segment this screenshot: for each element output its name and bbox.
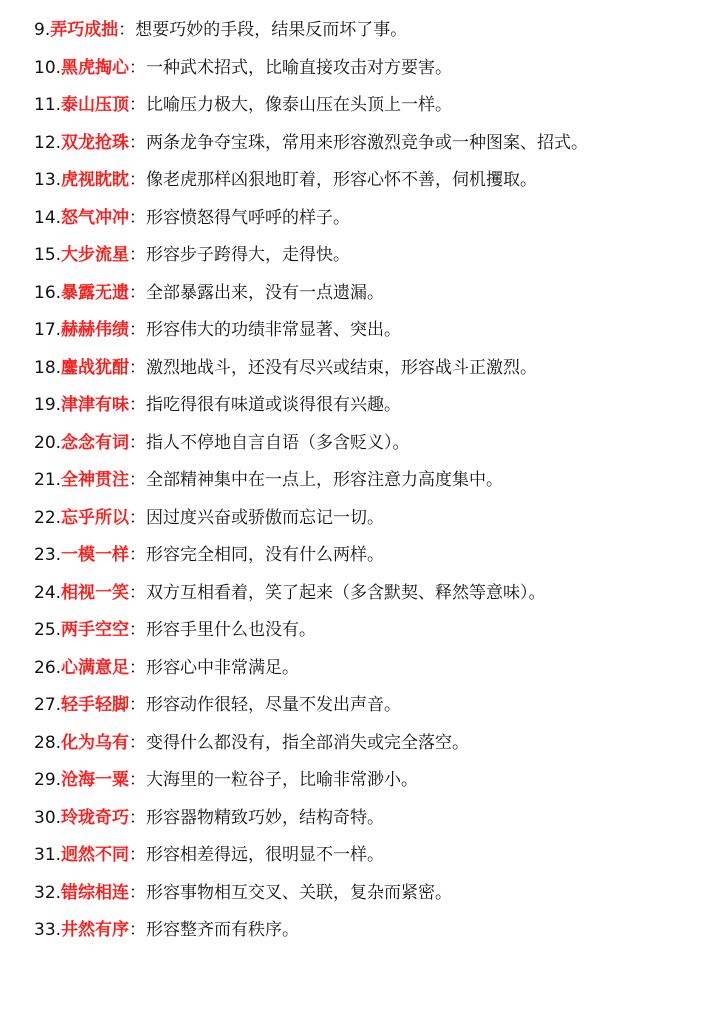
idiom-term: 相视一笑 — [61, 582, 130, 603]
idiom-term: 忘乎所以 — [61, 507, 130, 528]
item-number: 25. — [34, 620, 62, 640]
list-item — [34, 500, 714, 538]
idiom-definition: 指人不停地自言自语（多含贬义）。 — [146, 432, 410, 453]
colon: ： — [129, 507, 147, 528]
list-item — [34, 462, 714, 500]
list-item — [34, 387, 714, 425]
idiom-definition: 形容手里什么也没有。 — [146, 620, 317, 640]
item-number: 26. — [34, 657, 62, 678]
list-item — [34, 350, 714, 388]
item-number: 20. — [34, 432, 62, 453]
item-number: 13. — [34, 170, 62, 190]
item-number: 12. — [34, 132, 62, 153]
idiom-definition: 形容伟大的功绩非常显著、突出。 — [146, 320, 402, 340]
item-number: 15. — [34, 245, 62, 265]
idiom-term: 双龙抢珠 — [61, 132, 130, 153]
list-item — [34, 837, 714, 875]
colon: ： — [129, 320, 147, 340]
item-number: 28. — [34, 732, 62, 753]
idiom-term: 沧海一粟 — [61, 770, 130, 790]
item-number: 33. — [34, 920, 62, 940]
idiom-term: 轻手轻脚 — [61, 695, 130, 715]
idiom-definition: 两条龙争夺宝珠，常用来形容激烈竞争或一种图案、招式。 — [146, 132, 589, 153]
colon: ： — [129, 845, 147, 865]
list-item — [34, 575, 714, 613]
idiom-term: 暴露无遗 — [61, 282, 130, 303]
item-number: 10. — [34, 57, 62, 78]
idiom-definition: 想要巧妙的手段，结果反而坏了事。 — [135, 20, 408, 40]
item-number: 31. — [34, 845, 62, 865]
idiom-term: 怒气冲冲 — [61, 207, 130, 228]
item-number: 29. — [34, 770, 62, 790]
idiom-definition: 变得什么都没有，指全部消失或完全落空。 — [146, 732, 470, 753]
colon: ： — [129, 207, 147, 228]
idiom-term: 井然有序 — [61, 920, 130, 940]
colon: ： — [129, 282, 147, 303]
idiom-definition: 形容步子跨得大，走得快。 — [146, 245, 351, 265]
colon: ： — [129, 545, 147, 565]
list-item — [34, 800, 714, 838]
list-item — [34, 912, 714, 950]
colon: ： — [118, 20, 136, 40]
colon: ： — [129, 732, 147, 753]
item-number: 22. — [34, 507, 62, 528]
idiom-definition: 形容器物精致巧妙，结构奇特。 — [146, 807, 385, 828]
idiom-definition: 形容愤怒得气呼呼的样子。 — [146, 207, 351, 228]
item-number: 16. — [34, 282, 62, 303]
item-number: 23. — [34, 545, 62, 565]
item-number: 9. — [34, 20, 51, 40]
idiom-definition: 因过度兴奋或骄傲而忘记一切。 — [146, 507, 385, 528]
list-item — [34, 275, 714, 313]
idiom-term: 虎视眈眈 — [61, 170, 130, 190]
idiom-term: 玲珑奇巧 — [61, 807, 130, 828]
idiom-definition: 指吃得很有味道或谈得很有兴趣。 — [146, 395, 402, 415]
idiom-definition: 全部暴露出来，没有一点遗漏。 — [146, 282, 385, 303]
idiom-term: 念念有词 — [61, 432, 130, 453]
colon: ： — [129, 57, 147, 78]
colon: ： — [129, 357, 147, 378]
item-number: 24. — [34, 582, 62, 603]
list-item — [34, 200, 714, 238]
idiom-term: 黑虎掏心 — [61, 57, 130, 78]
idiom-term: 泰山压顶 — [61, 95, 130, 115]
idiom-definition: 像老虎那样凶狠地盯着，形容心怀不善，伺机攫取。 — [146, 170, 538, 190]
colon: ： — [129, 395, 147, 415]
colon: ： — [129, 95, 147, 115]
item-number: 17. — [34, 320, 62, 340]
list-item — [34, 12, 714, 50]
colon: ： — [129, 920, 147, 940]
idiom-definition: 形容动作很轻，尽量不发出声音。 — [146, 695, 402, 715]
idiom-term: 弄巧成拙 — [50, 20, 119, 40]
list-item — [34, 650, 714, 688]
idiom-term: 化为乌有 — [61, 732, 130, 753]
idiom-definition: 双方互相看着，笑了起来（多含默契、释然等意味）。 — [146, 582, 546, 603]
idiom-definition: 形容相差得远，很明显不一样。 — [146, 845, 385, 865]
item-number: 19. — [34, 395, 62, 415]
colon: ： — [129, 132, 147, 153]
idiom-term: 心满意足 — [61, 657, 130, 678]
idiom-term: 全神贯注 — [61, 470, 130, 490]
idiom-term: 大步流星 — [61, 245, 130, 265]
colon: ： — [129, 807, 147, 828]
idiom-definition: 形容完全相同，没有什么两样。 — [146, 545, 385, 565]
idiom-list — [34, 12, 714, 950]
item-number: 32. — [34, 882, 62, 903]
idiom-term: 迥然不同 — [61, 845, 130, 865]
idiom-term: 两手空空 — [61, 620, 130, 640]
list-item — [34, 875, 714, 913]
list-item — [34, 87, 714, 125]
idiom-term: 鏖战犹酣 — [61, 357, 130, 378]
colon: ： — [129, 170, 147, 190]
list-item — [34, 537, 714, 575]
colon: ： — [129, 882, 147, 903]
idiom-definition: 一种武术招式，比喻直接攻击对方要害。 — [146, 57, 453, 78]
item-number: 18. — [34, 357, 62, 378]
colon: ： — [129, 470, 147, 490]
item-number: 27. — [34, 695, 62, 715]
list-item — [34, 612, 714, 650]
colon: ： — [129, 245, 147, 265]
idiom-term: 津津有味 — [61, 395, 130, 415]
idiom-term: 一模一样 — [61, 545, 130, 565]
list-item — [34, 162, 714, 200]
idiom-term: 赫赫伟绩 — [61, 320, 130, 340]
colon: ： — [129, 695, 147, 715]
list-item — [34, 125, 714, 163]
colon: ： — [129, 657, 147, 678]
colon: ： — [129, 620, 147, 640]
item-number: 14. — [34, 207, 62, 228]
item-number: 30. — [34, 807, 62, 828]
list-item — [34, 762, 714, 800]
colon: ： — [129, 432, 147, 453]
list-item — [34, 725, 714, 763]
idiom-definition: 全部精神集中在一点上，形容注意力高度集中。 — [146, 470, 504, 490]
idiom-definition: 形容整齐而有秩序。 — [146, 920, 300, 940]
idiom-term: 错综相连 — [61, 882, 130, 903]
idiom-definition: 激烈地战斗，还没有尽兴或结束，形容战斗正激烈。 — [146, 357, 538, 378]
list-item — [34, 312, 714, 350]
item-number: 21. — [34, 470, 62, 490]
idiom-definition: 大海里的一粒谷子，比喻非常渺小。 — [146, 770, 419, 790]
idiom-definition: 形容心中非常满足。 — [146, 657, 300, 678]
list-item — [34, 687, 714, 725]
list-item — [34, 50, 714, 88]
list-item — [34, 425, 714, 463]
colon: ： — [129, 582, 147, 603]
list-item — [34, 237, 714, 275]
idiom-definition: 形容事物相互交叉、关联，复杂而紧密。 — [146, 882, 453, 903]
idiom-definition: 比喻压力极大，像泰山压在头顶上一样。 — [146, 95, 453, 115]
colon: ： — [129, 770, 147, 790]
item-number: 11. — [34, 95, 62, 115]
